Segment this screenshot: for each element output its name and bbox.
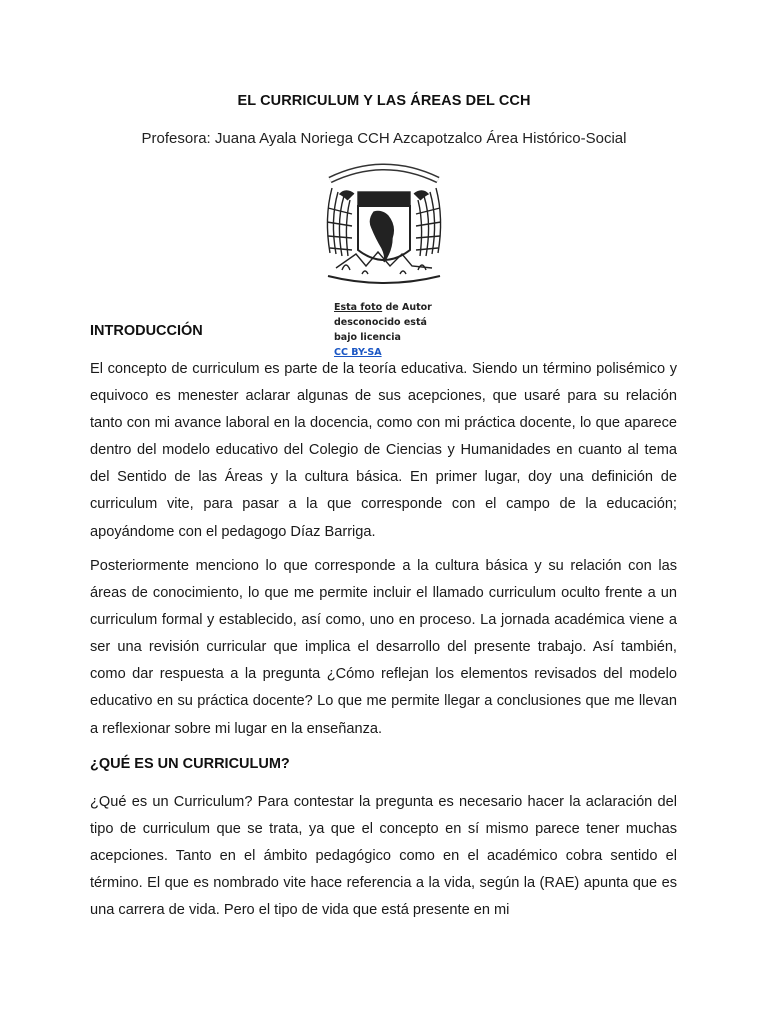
- caption-line: bajo licencia: [334, 332, 401, 343]
- document-subtitle: Profesora: Juana Ayala Noriega CCH Azcapotzalco Área Histórico-Social: [141, 130, 627, 147]
- caption-photo-link[interactable]: Esta foto: [334, 302, 383, 313]
- document-title: EL CURRICULUM Y LAS ÁREAS DEL CCH: [237, 93, 531, 109]
- paragraph: ¿Qué es un Curriculum? Para contestar la pregunta es necesario hacer la aclaración del tipo de curriculum que se trata, ya que el concepto en sí mismo parece tener muchas acepciones. Tanto en el ámbito pedagógico como en el académico cobra sentido el término. El que es nombrado vite hace referencia a la vida, según la (RAE) apunta que es una carrera de vida. Pero el tipo de vida que está presente en mi: [90, 794, 677, 919]
- unam-seal-image: [322, 158, 446, 294]
- section-heading-introduccion: INTRODUCCIÓN: [90, 323, 203, 339]
- image-caption: [334, 300, 432, 360]
- section-heading-que-es-un-curriculum: ¿QUÉ ES UN CURRICULUM?: [90, 756, 290, 772]
- license-link[interactable]: CC BY-SA: [334, 347, 382, 358]
- caption-line: desconocido está: [334, 317, 427, 328]
- paragraph: El concepto de curriculum es parte de la teoría educativa. Siendo un término polisémico y equivoco es menester aclarar algunas de sus acepciones, que usaré para su relación tanto con mi avance laboral en la docencia, como con mi práctica docente, lo que aparece dentro del modelo educativo del Colegio de Ciencias y Humanidades en cuanto al tema del Sentido de las Áreas y la cultura básica. En primer lugar, doy una definición de curriculum vite, para pasar a la que corresponde con el campo de la educación; apoyándome con el pedagogo Díaz Barriga.: [90, 361, 677, 540]
- caption-text: de Autor: [382, 302, 432, 313]
- paragraph: Posteriormente menciono lo que corresponde a la cultura básica y su relación con las áreas de conocimiento, lo que me permite incluir el llamado curriculum oculto frente a un curriculum formal y establecido, así como, uno en proceso. La jornada académica viene a ser una revisión curricular que implica el desarrollo del presente trabajo. Así también, como dar respuesta a la pregunta ¿Cómo reflejan los elementos revisados del modelo educativo en su práctica docente? Lo que me permite llegar a conclusiones que me llevan a reflexionar sobre mi lugar en la enseñanza.: [90, 558, 677, 737]
